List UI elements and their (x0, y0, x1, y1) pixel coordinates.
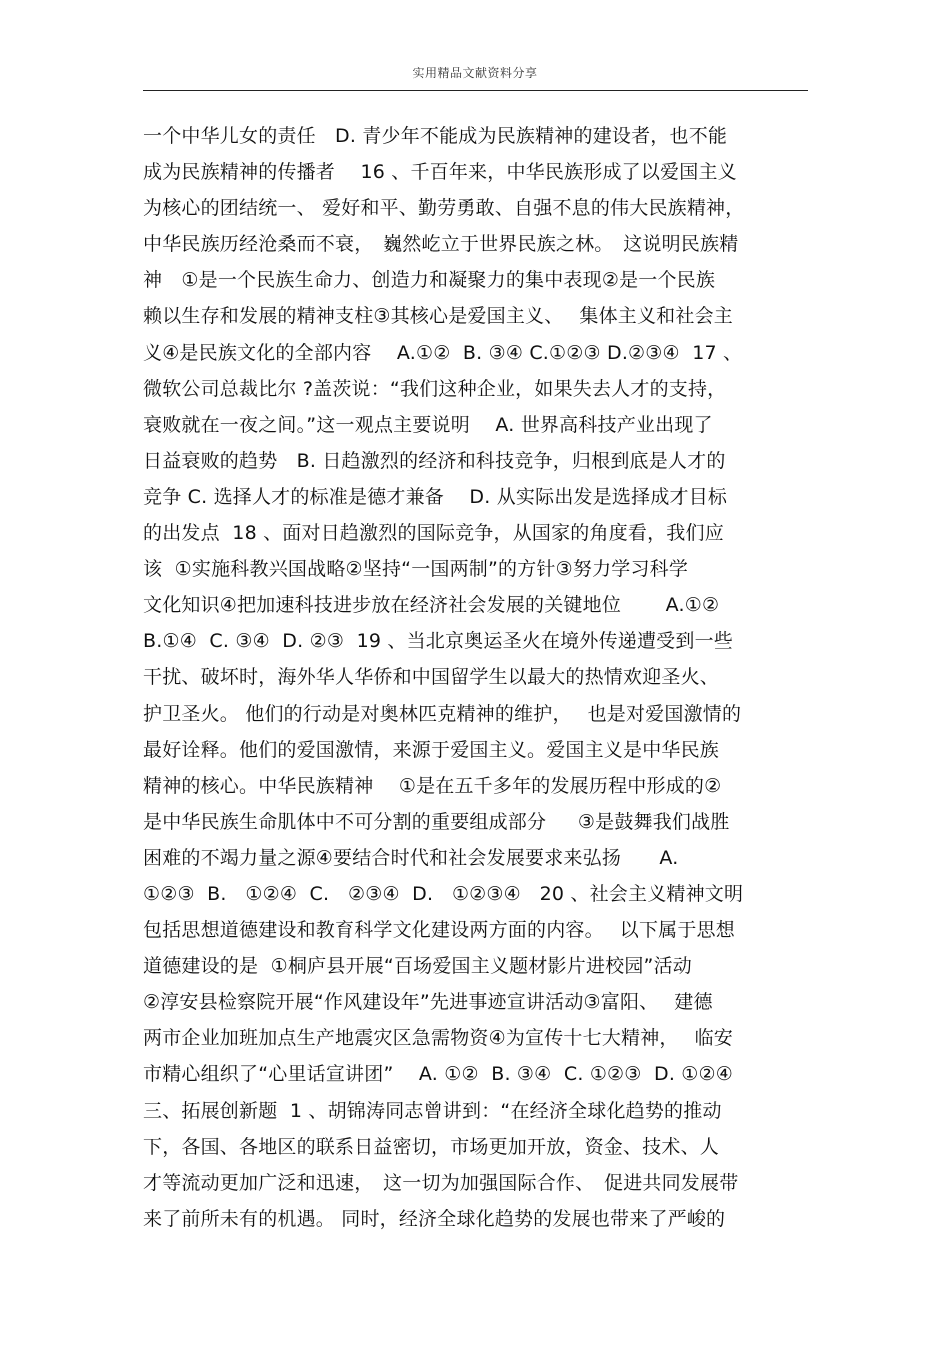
text-line: 的出发点 18 、面对日趋激烈的国际竞争，从国家的角度看，我们应 (143, 522, 724, 545)
text-line: 来了前所未有的机遇。 同时，经济全球化趋势的发展也带来了严峻的 (143, 1207, 726, 1230)
document-body (143, 118, 818, 1237)
page-header: 实用精品文献资料分享 (412, 66, 538, 80)
text-line: 最好诠释。他们的爱国激情，来源于爱国主义。爱国主义是中华民族 (143, 738, 720, 761)
text-line: 三、拓展创新题 1 、胡锦涛同志曾讲到：“在经济全球化趋势的推动 (143, 1099, 722, 1122)
text-line: 精神的核心。中华民族精神 ①是在五千多年的发展历程中形成的② (143, 774, 722, 797)
text-line: 市精心组织了“心里话宣讲团” A. ①② B. ③④ C. ①②③ D. ①②④ (143, 1063, 734, 1086)
text-line: 义④是民族文化的全部内容 A.①② B. ③④ C.①②③ D.②③④ 17 、 (143, 341, 743, 364)
text-line: 中华民族历经沧桑而不衰， 巍然屹立于世界民族之林。 这说明民族精 (143, 233, 739, 256)
text-line: 干扰、破坏时，海外华人华侨和中国留学生以最大的热情欢迎圣火、 (143, 666, 720, 689)
text-line: 文化知识④把加速科技进步放在经济社会发展的关键地位 A.①② (143, 594, 720, 617)
text-line: 神 ①是一个民族生命力、创造力和凝聚力的集中表现②是一个民族 (143, 269, 716, 292)
text-line: 成为民族精神的传播者 16 、千百年来，中华民族形成了以爱国主义 (143, 161, 737, 184)
text-line: 一个中华儿女的责任 D. 青少年不能成为民族精神的建设者，也不能 (143, 125, 728, 147)
text-line: ①②③ B. ①②④ C. ②③④ D. ①②③④ 20 、社会主义精神文明 (143, 882, 744, 905)
text-line: 是中华民族生命肌体中不可分割的重要组成部分 ③是鼓舞我们战胜 (143, 810, 730, 833)
text-line: 困难的不竭力量之源④要结合时代和社会发展要求来弘扬 A. (143, 846, 679, 869)
text-line: 赖以生存和发展的精神支柱③其核心是爱国主义、 集体主义和社会主 (143, 305, 733, 328)
header-divider (143, 90, 808, 91)
text-line: 为核心的团结统一、 爱好和平、勤劳勇敢、自强不息的伟大民族精神， (143, 197, 745, 220)
text-line: 才等流动更加广泛和迅速， 这一切为加强国际合作、 促进共同发展带 (143, 1171, 739, 1194)
text-line: 下，各国、各地区的联系日益密切，市场更加开放，资金、技术、人 (143, 1135, 720, 1158)
text-line: 包括思想道德建设和教育科学文化建设两方面的内容。 以下属于思想 (143, 919, 735, 942)
text-line: 微软公司总裁比尔 ?盖茨说：“我们这种企业，如果失去人才的支持， (143, 377, 727, 400)
text-line: 该 ①实施科教兴国战略②坚持“一国两制”的方针③努力学习科学 (143, 558, 689, 581)
text-line: 护卫圣火。 他们的行动是对奥林匹克精神的维护， 也是对爱国激情的 (143, 702, 742, 725)
text-line: 竞争 C. 选择人才的标准是德才兼备 D. 从实际出发是选择成才目标 (143, 485, 728, 508)
text-line: ②淳安县检察院开展“作风建设年”先进事迹宣讲活动③富阳、 建德 (143, 991, 713, 1014)
text-line: 衰败就在一夜之间。”这一观点主要说明 A. 世界高科技产业出现了 (143, 413, 713, 436)
text-line: B.①④ C. ③④ D. ②③ 19 、当北京奥运圣火在境外传递遭受到一些 (143, 630, 733, 653)
text-line: 道德建设的是 ①桐庐县开展“百场爱国主义题材影片进校园”活动 (143, 955, 693, 978)
text-line: 两市企业加班加点生产地震灾区急需物资④为宣传十七大精神， 临安 (143, 1027, 733, 1050)
text-line: 日益衰败的趋势 B. 日趋激烈的经济和科技竞争，归根到底是人才的 (143, 449, 726, 472)
